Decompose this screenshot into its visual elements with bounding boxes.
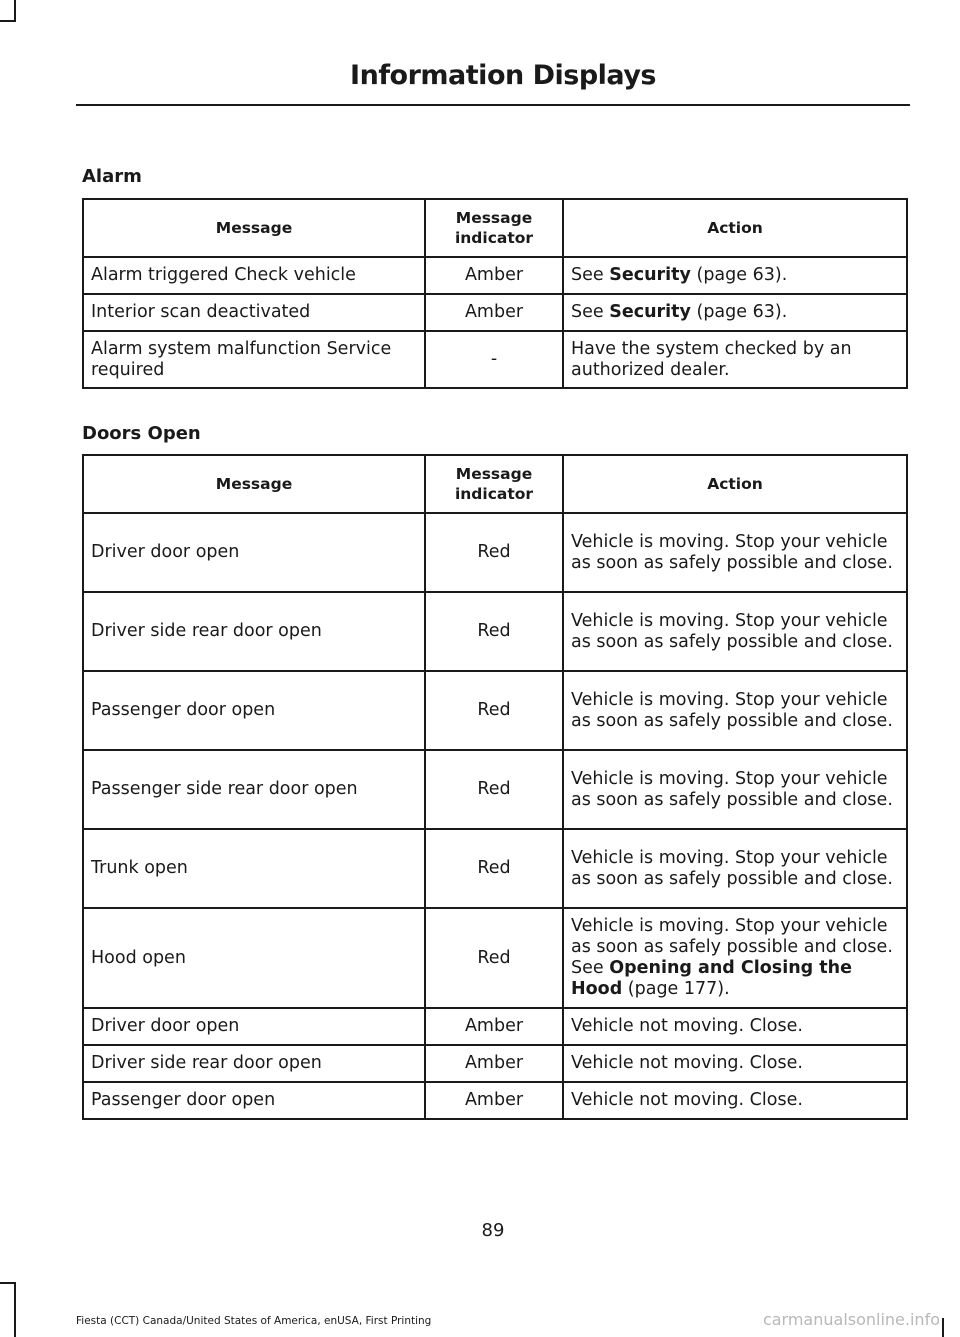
table-row bbox=[83, 1008, 907, 1045]
message-cell: Driver door open bbox=[83, 513, 425, 592]
cross-reference: Security bbox=[609, 302, 691, 322]
message-cell: Driver door open bbox=[83, 1008, 425, 1045]
indicator-cell: Amber bbox=[425, 1045, 563, 1082]
table-header-row bbox=[83, 199, 907, 257]
page-title: Information Displays bbox=[350, 60, 656, 91]
section-heading-alarm: Alarm bbox=[82, 166, 142, 187]
table-row bbox=[83, 592, 907, 671]
action-cell: Vehicle is moving. Stop your vehicle as soon as safely possible and close. bbox=[563, 829, 907, 908]
page-reference: (page 63). bbox=[690, 302, 788, 322]
page-reference: (page 63). bbox=[690, 265, 788, 285]
message-cell: Driver side rear door open bbox=[83, 1045, 425, 1082]
indicator-cell: Red bbox=[425, 513, 563, 592]
action-cell: Vehicle not moving. Close. bbox=[563, 1082, 907, 1119]
table-row bbox=[83, 829, 907, 908]
indicator-cell: Amber bbox=[425, 1082, 563, 1119]
page-number: 89 bbox=[481, 1220, 505, 1241]
column-header-action: Action bbox=[563, 199, 907, 257]
cross-reference: Security bbox=[609, 265, 691, 285]
action-cell: Vehicle not moving. Close. bbox=[563, 1008, 907, 1045]
crop-mark bbox=[0, 20, 16, 22]
crop-mark bbox=[942, 1318, 944, 1337]
table-row bbox=[83, 1045, 907, 1082]
table-row bbox=[83, 331, 907, 388]
action-cell: Vehicle is moving. Stop your vehicle as soon as safely possible and close. bbox=[563, 592, 907, 671]
indicator-cell: Amber bbox=[425, 294, 563, 331]
crop-mark bbox=[14, 1282, 16, 1337]
crop-mark bbox=[0, 1282, 16, 1284]
message-cell: Passenger door open bbox=[83, 1082, 425, 1119]
column-header-message: Message bbox=[83, 455, 425, 513]
column-header-message: Message bbox=[83, 199, 425, 257]
indicator-cell: Red bbox=[425, 829, 563, 908]
crop-mark bbox=[14, 0, 16, 20]
message-cell: Alarm system malfunction Service required bbox=[83, 331, 425, 388]
page-reference: (page 177). bbox=[622, 979, 730, 999]
indicator-cell: Red bbox=[425, 592, 563, 671]
column-header-indicator: Message indicator bbox=[425, 455, 563, 513]
table-header-row bbox=[83, 455, 907, 513]
action-text: See bbox=[571, 265, 610, 285]
title-divider bbox=[76, 104, 910, 106]
action-cell bbox=[563, 294, 907, 331]
table-row bbox=[83, 671, 907, 750]
cross-reference: Opening and Closing the Hood bbox=[571, 958, 852, 999]
message-cell: Alarm triggered Check vehicle bbox=[83, 257, 425, 294]
indicator-cell: - bbox=[425, 331, 563, 388]
action-text: See bbox=[571, 302, 610, 322]
watermark-text: carmanualsonline.info bbox=[762, 1310, 940, 1329]
table-row bbox=[83, 908, 907, 1008]
action-cell: Vehicle not moving. Close. bbox=[563, 1045, 907, 1082]
action-cell: Vehicle is moving. Stop your vehicle as soon as safely possible and close. bbox=[563, 513, 907, 592]
publication-footer: Fiesta (CCT) Canada/United States of America, enUSA, First Printing bbox=[76, 1315, 432, 1327]
message-cell: Passenger door open bbox=[83, 671, 425, 750]
action-cell: Vehicle is moving. Stop your vehicle as soon as safely possible and close. bbox=[563, 671, 907, 750]
table-row bbox=[83, 294, 907, 331]
doors-open-table bbox=[82, 454, 908, 1120]
indicator-cell: Amber bbox=[425, 1008, 563, 1045]
message-cell: Trunk open bbox=[83, 829, 425, 908]
column-header-action: Action bbox=[563, 455, 907, 513]
table-row bbox=[83, 257, 907, 294]
action-cell bbox=[563, 257, 907, 294]
table-row bbox=[83, 513, 907, 592]
table-row bbox=[83, 1082, 907, 1119]
indicator-cell: Amber bbox=[425, 257, 563, 294]
column-header-indicator: Message indicator bbox=[425, 199, 563, 257]
message-cell: Interior scan deactivated bbox=[83, 294, 425, 331]
indicator-cell: Red bbox=[425, 671, 563, 750]
action-cell bbox=[563, 908, 907, 1008]
section-heading-doors-open: Doors Open bbox=[82, 423, 201, 444]
message-cell: Passenger side rear door open bbox=[83, 750, 425, 829]
indicator-cell: Red bbox=[425, 908, 563, 1008]
table-row bbox=[83, 750, 907, 829]
action-cell: Have the system checked by an authorized dealer. bbox=[563, 331, 907, 388]
indicator-cell: Red bbox=[425, 750, 563, 829]
message-cell: Hood open bbox=[83, 908, 425, 1008]
message-cell: Driver side rear door open bbox=[83, 592, 425, 671]
action-text: Vehicle is moving. Stop your vehicle as soon as safely possible and close. See bbox=[571, 916, 893, 978]
alarm-table bbox=[82, 198, 908, 389]
action-cell: Vehicle is moving. Stop your vehicle as soon as safely possible and close. bbox=[563, 750, 907, 829]
